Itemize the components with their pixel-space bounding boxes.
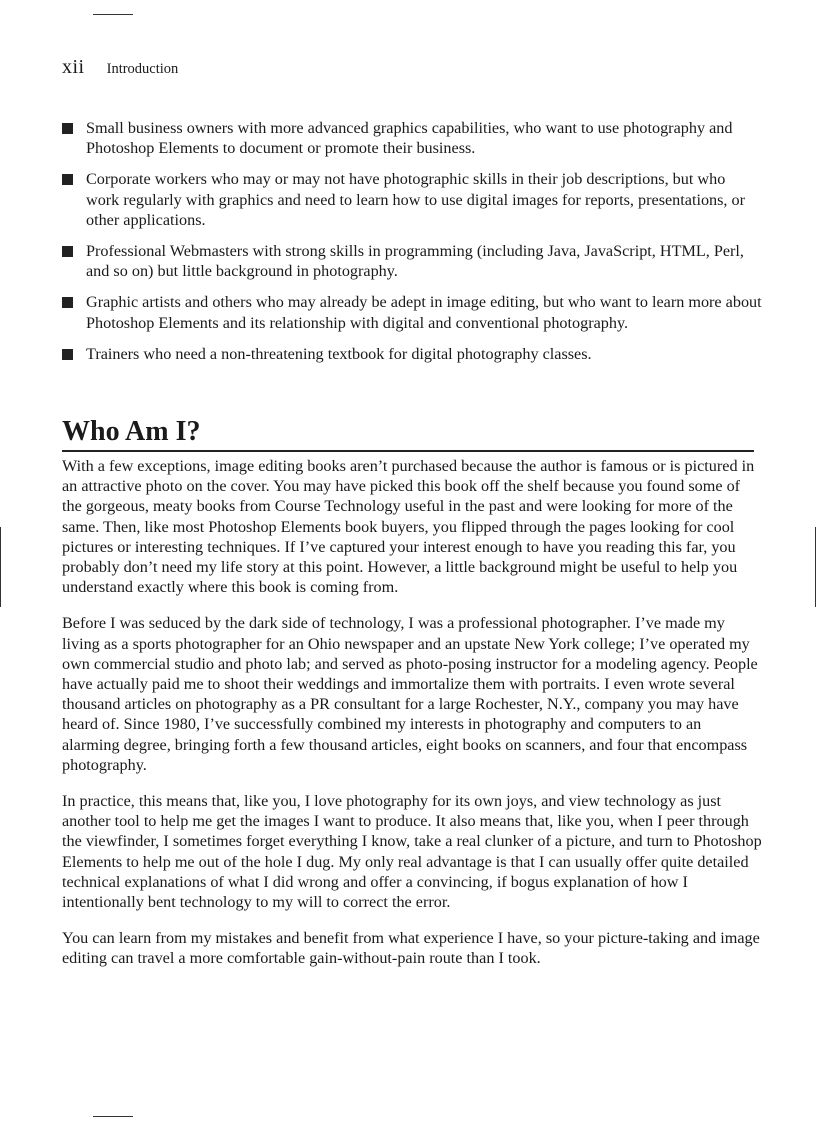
paragraph: You can learn from my mistakes and benefit from what experience I have, so your picture-taking and image editing can travel a more comfortable gain-without-pain route than I took.: [62, 929, 760, 968]
list-item-text: Small business owners with more advanced graphics capabilities, who want to use photography and Photoshop Elements to document or promote their business.: [86, 119, 733, 158]
section-heading: Who Am I?: [62, 414, 754, 452]
list-item: [62, 118, 762, 158]
page-number: xii: [62, 56, 85, 78]
list-item-text: Professional Webmasters with strong skills in programming (including Java, JavaScript, HTML, Perl, and so on) but little background in photography.: [86, 242, 744, 281]
paragraph: With a few exceptions, image editing books aren’t purchased because the author is famous or is pictured in an attractive photo on the cover. You may have picked this book off the shelf because you found some of the gorgeous, meaty books from Course Technology useful in the past and were looking for more of the same. Then, like most Photoshop Elements book buyers, you flipped through the pages looking for cool pictures or interesting techniques. If I’ve captured your interest enough to have you reading this far, you probably don’t need my life story at this point. However, a little background might be useful to help you understand exactly where this book is coming from.: [62, 457, 755, 597]
list-item-text: Trainers who need a non-threatening textbook for digital photography classes.: [86, 344, 592, 363]
crop-mark-top: [93, 14, 133, 15]
list-item-text: Corporate workers who may or may not have photographic skills in their job descriptions, but who work regularly with graphics and need to learn how to use digital images for reports, presentations, or other applications.: [86, 170, 746, 229]
running-head: [62, 56, 178, 79]
paragraph: Before I was seduced by the dark side of technology, I was a professional photographer. I’ve made my living as a sports photographer for an Ohio newspaper and an upstate New York college; I’ve operated my own commercial studio and photo lab; and served as photo-posing instructor for a modeling agency. People have actually paid me to shoot their weddings and immortalize them with portraits. I even wrote several thousand articles on photography as a PR consultant for a large Rochester, N.Y., company you may have heard of. Since 1980, I’ve successfully combined my interests in photography and computers to an alarming degree, bringing forth a few thousand articles, eight books on scanners, and four that encompass photography.: [62, 614, 758, 774]
crop-mark-left: [0, 527, 1, 607]
list-item: [62, 344, 762, 364]
list-item: [62, 292, 762, 332]
bullet-square-icon: [62, 297, 73, 308]
bullet-square-icon: [62, 123, 73, 134]
paragraph: In practice, this means that, like you, I love photography for its own joys, and view technology as just another tool to help me get the images I want to produce. It also means that, like you, when I peer through the viewfinder, I sometimes forget everything I know, take a real clunker of a picture, and turn to Photoshop Elements to help me out of the hole I dug. My only real advantage is that I can usually offer quite detailed technical explanations of what I did wrong and offer a convincing, if bogus explanation of how I intentionally bent technology to my will to correct the error.: [62, 792, 762, 912]
bullet-square-icon: [62, 174, 73, 185]
crop-mark-bottom: [93, 1116, 133, 1117]
section-name: Introduction: [106, 61, 179, 77]
list-item: [62, 169, 762, 230]
bullet-square-icon: [62, 349, 73, 360]
list-item-text: Graphic artists and others who may already be adept in image editing, but who want to learn more about Photoshop Elements and its relationship with digital and conventional photography.: [86, 293, 762, 332]
audience-bullet-list: [62, 118, 762, 375]
body-text: [62, 456, 762, 985]
list-item: [62, 241, 762, 281]
bullet-square-icon: [62, 246, 73, 257]
